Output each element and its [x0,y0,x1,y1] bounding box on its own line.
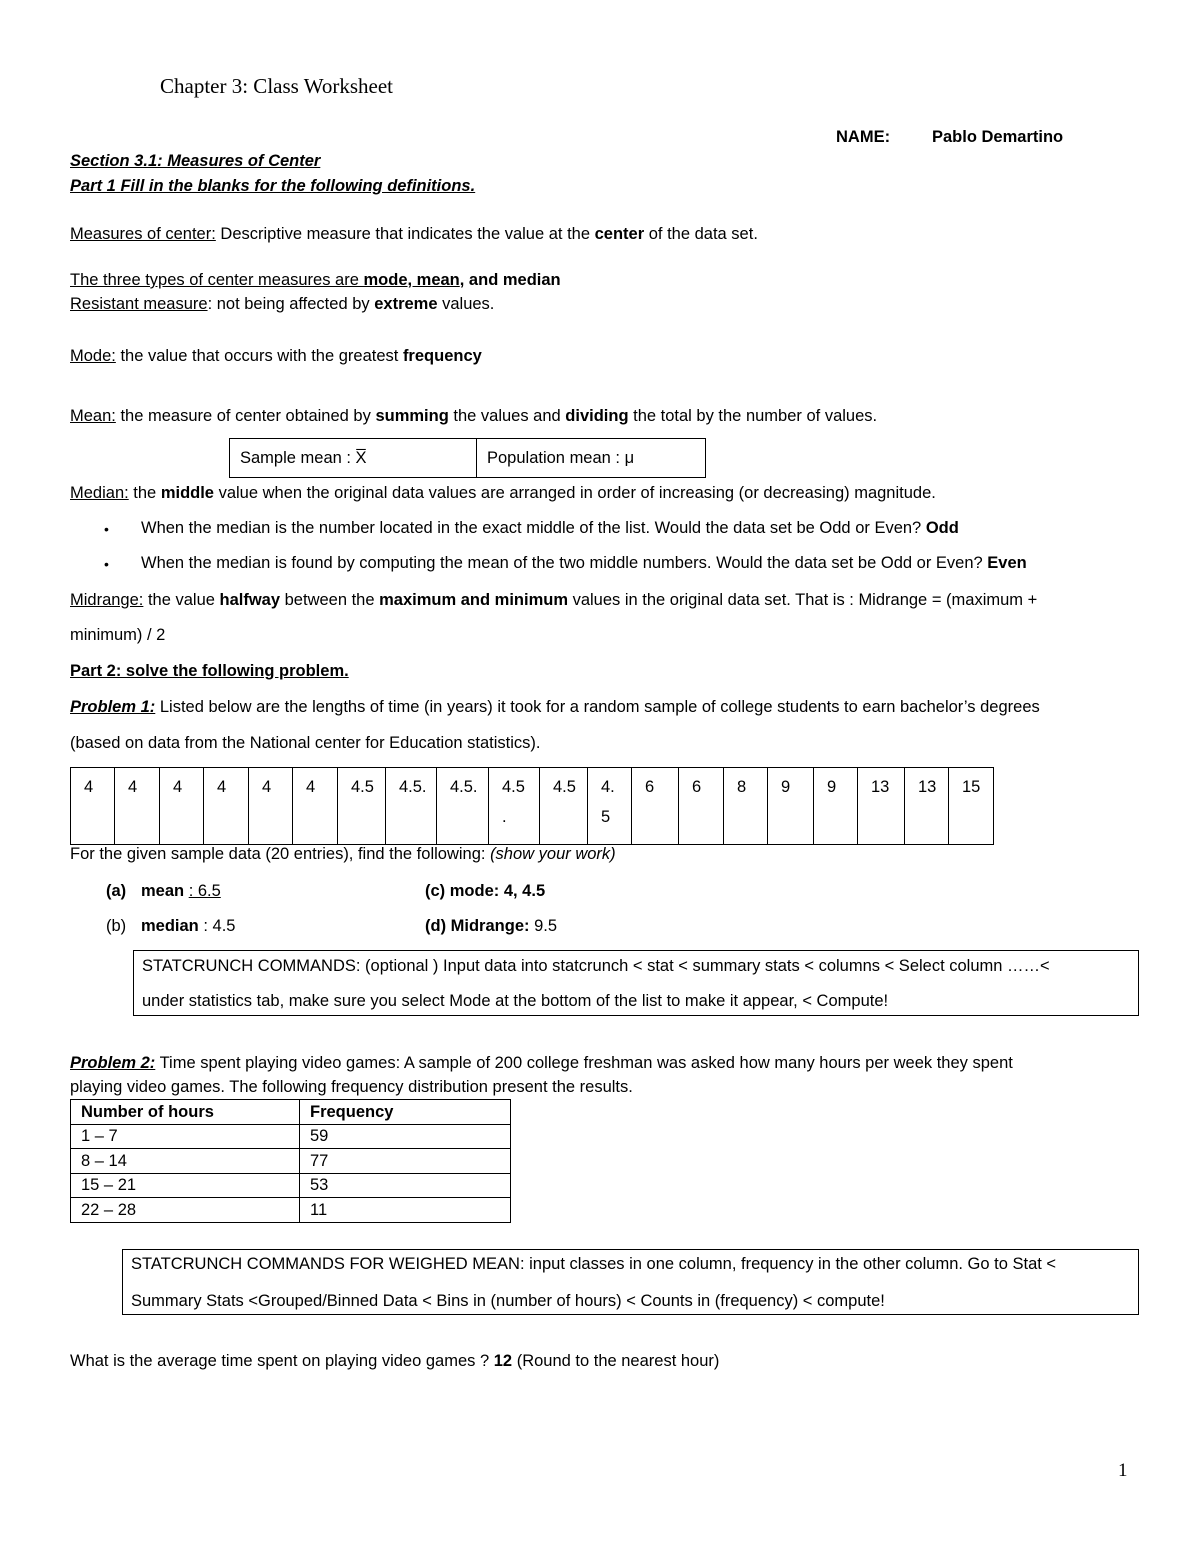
bullet-icon: • [104,556,109,572]
data-cell-value-continued [692,802,723,832]
data-cell-value: 4 [217,778,227,796]
midrange-definition-continued: minimum) / 2 [70,626,166,644]
table-row [71,768,994,845]
problem1-statement: Problem 1: Listed below are the lengths of time (in years) it took for a random sample of college students to earn bachelor’s degrees [70,698,1040,716]
data-cell-value: 4 [128,778,138,796]
median-odd-question: When the median is the number located in the exact middle of the list. Would the data set be Odd or Even? Odd [141,519,959,537]
data-cell-value-continued [871,802,904,832]
median-definition: Median: the middle value when the original data values are arranged in order of increasing (or decreasing) magnitude. [70,484,936,502]
data-cell-value: 4.5. [399,778,427,796]
answer-median: median : 4.5 [141,917,236,935]
data-cell-value: 4.5 [502,778,525,796]
page-number: 1 [1118,1460,1128,1481]
answer-a-label: (a) [106,882,127,900]
given-sample-instruction: For the given sample data (20 entries), find the following: (show your work) [70,845,616,863]
table-header-row [71,1100,511,1125]
mode-definition: Mode: the value that occurs with the greatest frequency [70,347,482,365]
data-cell-value: 9 [781,778,791,796]
problem2-statement: Problem 2: Time spent playing video games: A sample of 200 college freshman was asked how many hours per week they spent [70,1054,1013,1072]
data-cell-value: 9 [827,778,837,796]
table-row [71,1124,511,1149]
answer-b-label: (b) [106,917,127,935]
data-cell-value: 15 [962,778,981,796]
sample-data-table [70,767,994,845]
data-cell-value-continued [918,802,948,832]
data-cell [540,768,588,845]
center-types-definition: The three types of center measures are mode, mean, and median [70,271,561,289]
data-cell-value-continued [450,802,488,832]
data-cell-value-continued [827,802,857,832]
data-cell [724,768,768,845]
data-cell [905,768,949,845]
statcrunch-line: Summary Stats <Grouped/Binned Data < Bins in (number of hours) < Counts in (frequency) < compute! [131,1292,885,1310]
data-cell-value-continued [962,802,993,832]
data-cell [588,768,632,845]
data-cell-value-continued [781,802,813,832]
data-cell-value: 4.5. [450,778,478,796]
data-cell [949,768,994,845]
data-cell-value-continued: . [502,808,507,826]
data-cell-value-continued: 5 [601,808,611,826]
column-header: Frequency [300,1100,511,1125]
bullet-icon: • [104,521,109,537]
frequency-table [70,1099,511,1223]
frequency-cell: 53 [300,1173,511,1198]
answer-mode: (c) mode: 4, 4.5 [425,882,546,900]
page-title: Chapter 3: Class Worksheet [160,74,393,98]
data-cell [204,768,249,845]
data-cell-value-continued [399,802,436,832]
hours-cell: 15 – 21 [71,1173,300,1198]
data-cell-value-continued [553,802,587,832]
data-cell-value: 13 [918,778,937,796]
data-cell-value-continued [128,802,159,832]
data-cell-value-continued [737,802,767,832]
data-cell-value-continued [645,802,678,832]
data-cell [437,768,489,845]
data-cell [632,768,679,845]
statcrunch-line: under statistics tab, make sure you select Mode at the bottom of the list to make it appear, < Compute! [142,992,889,1010]
problem2-statement-continued: playing video games. The following frequency distribution present the results. [70,1078,633,1096]
data-cell-value: 4 [84,778,94,796]
table-row [71,1198,511,1223]
sample-mean-cell: Sample mean : X̅ [230,439,477,478]
answer-midrange: (d) Midrange: 9.5 [425,917,558,935]
average-time-question: What is the average time spent on playing video games ? 12 (Round to the nearest hour) [70,1352,720,1370]
answer-mean: mean : 6.5 [141,882,221,900]
data-cell [115,768,160,845]
data-cell [858,768,905,845]
table-row [71,1173,511,1198]
part2-heading: Part 2: solve the following problem. [70,662,349,680]
data-cell [679,768,724,845]
statcrunch-commands-box [133,950,1139,1016]
data-cell [386,768,437,845]
data-cell-value-continued [173,802,203,832]
part1-heading: Part 1 Fill in the blanks for the following definitions. [70,177,476,195]
data-cell [338,768,386,845]
statcrunch-line: STATCRUNCH COMMANDS FOR WEIGHED MEAN: input classes in one column, frequency in the other column. Go to Stat < [131,1255,1057,1273]
mean-definition: Mean: the measure of center obtained by summing the values and dividing the total by the number of values. [70,407,878,425]
name-label: NAME: [836,128,891,146]
table-row [71,1149,511,1174]
data-cell-value-continued [306,802,337,832]
hours-cell: 22 – 28 [71,1198,300,1223]
measures-of-center-definition: Measures of center: Descriptive measure that indicates the value at the center of the data set. [70,225,758,243]
data-cell-value: 13 [871,778,890,796]
data-cell-value-continued [262,802,292,832]
mean-notation-table [229,438,706,478]
data-cell-value-continued [84,802,114,832]
data-cell-value: 4. [601,778,615,796]
data-cell-value: 4.5 [351,778,374,796]
data-cell-value: 4 [262,778,272,796]
frequency-cell: 59 [300,1124,511,1149]
data-cell [293,768,338,845]
data-cell-value: 4 [173,778,183,796]
median-even-question: When the median is found by computing the mean of the two middle numbers. Would the data set be Odd or Even? Even [141,554,1027,572]
data-cell [160,768,204,845]
data-cell-value: 6 [645,778,655,796]
data-cell [489,768,540,845]
data-cell [249,768,293,845]
column-header: Number of hours [71,1100,300,1125]
data-cell-value-continued [217,802,248,832]
data-cell [768,768,814,845]
hours-cell: 8 – 14 [71,1149,300,1174]
section-heading: Section 3.1: Measures of Center [70,152,321,170]
frequency-cell: 77 [300,1149,511,1174]
statcrunch-line: STATCRUNCH COMMANDS: (optional ) Input data into statcrunch < stat < summary stats < columns < Select column ……< [142,957,1050,975]
problem1-statement-continued: (based on data from the National center for Education statistics). [70,734,541,752]
data-cell-value: 6 [692,778,702,796]
frequency-cell: 11 [300,1198,511,1223]
data-cell [814,768,858,845]
data-cell [71,768,115,845]
resistant-measure-definition: Resistant measure: not being affected by extreme values. [70,295,495,313]
hours-cell: 1 – 7 [71,1124,300,1149]
population-mean-cell: Population mean : μ [477,439,706,478]
statcrunch-weighted-mean-box [122,1249,1139,1315]
data-cell-value: 4 [306,778,316,796]
data-cell-value-continued [351,802,385,832]
data-cell-value: 4.5 [553,778,576,796]
data-cell-value: 8 [737,778,747,796]
name-value: Pablo Demartino [932,128,1064,146]
midrange-definition: Midrange: the value halfway between the maximum and minimum values in the original data set. That is : Midrange = (maximum + [70,591,1038,609]
